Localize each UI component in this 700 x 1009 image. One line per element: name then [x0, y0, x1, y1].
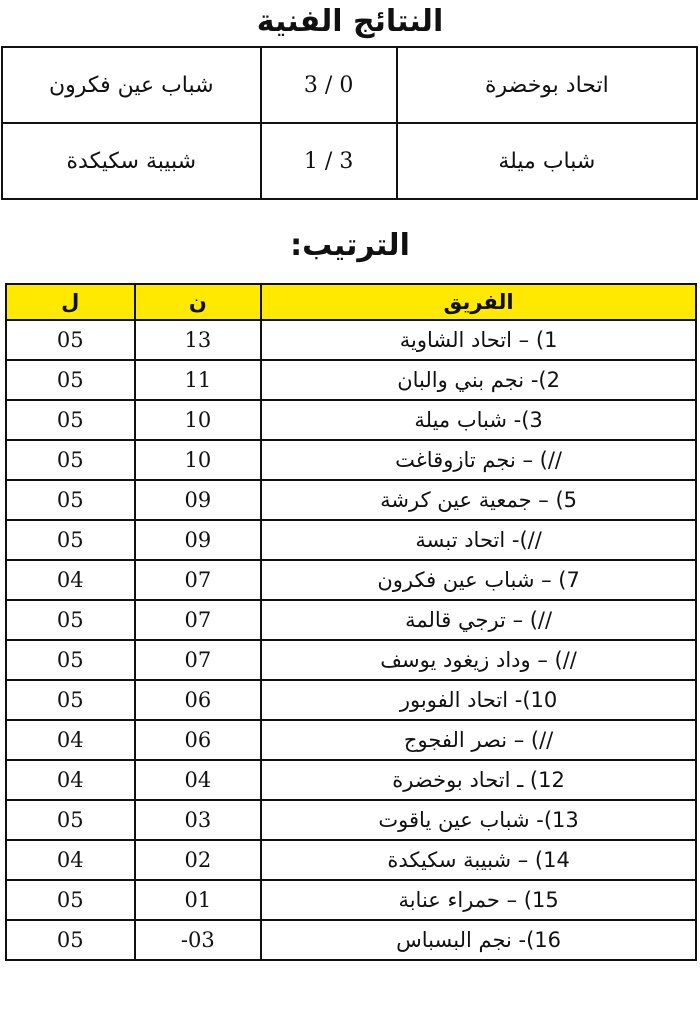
cell-team: 3)- شباب ميلة	[261, 400, 696, 440]
cell-team: 5) – جمعية عين كرشة	[261, 480, 696, 520]
cell-played: 05	[6, 680, 135, 720]
cell-team: //)- اتحاد تبسة	[261, 520, 696, 560]
cell-played: 05	[6, 520, 135, 560]
table-row	[6, 840, 696, 880]
table-row	[6, 480, 696, 520]
results-body	[2, 47, 697, 199]
cell-played: 05	[6, 600, 135, 640]
cell-team: 2)- نجم بني والبان	[261, 360, 696, 400]
cell-played: 05	[6, 360, 135, 400]
table-row	[6, 360, 696, 400]
cell-points: 01	[135, 880, 262, 920]
table-row	[6, 800, 696, 840]
cell-team: 7) – شباب عين فكرون	[261, 560, 696, 600]
cell-team: 13)- شباب عين ياقوت	[261, 800, 696, 840]
table-row	[6, 640, 696, 680]
header-played: ل	[6, 284, 135, 320]
header-team: الفريق	[261, 284, 696, 320]
cell-played: 05	[6, 800, 135, 840]
table-row	[6, 320, 696, 360]
cell-team: 1) – اتحاد الشاوية	[261, 320, 696, 360]
table-row	[6, 920, 696, 960]
cell-points: 09	[135, 520, 262, 560]
cell-points: -03	[135, 920, 262, 960]
table-row	[6, 560, 696, 600]
table-row	[6, 520, 696, 560]
result-away-team: شباب عين فكرون	[2, 47, 261, 123]
cell-points: 13	[135, 320, 262, 360]
cell-played: 04	[6, 720, 135, 760]
cell-team: //) – وداد زيغود يوسف	[261, 640, 696, 680]
cell-team: 16)- نجم البسباس	[261, 920, 696, 960]
cell-played: 04	[6, 840, 135, 880]
cell-points: 07	[135, 640, 262, 680]
result-score: 1 / 3	[261, 123, 397, 199]
ranking-header	[6, 284, 696, 320]
cell-team: 14) – شبيبة سكيكدة	[261, 840, 696, 880]
result-row	[2, 47, 697, 123]
table-row	[6, 400, 696, 440]
ranking-title: الترتيب:	[290, 228, 410, 263]
result-score: 3 / 0	[261, 47, 397, 123]
cell-played: 05	[6, 880, 135, 920]
cell-points: 03	[135, 800, 262, 840]
table-row	[6, 880, 696, 920]
cell-points: 02	[135, 840, 262, 880]
result-home-team: اتحاد بوخضرة	[397, 47, 697, 123]
cell-team: //) – ترجي قالمة	[261, 600, 696, 640]
cell-played: 04	[6, 560, 135, 600]
cell-points: 10	[135, 440, 262, 480]
cell-team: 15) – حمراء عنابة	[261, 880, 696, 920]
cell-team: 12) ـ اتحاد بوخضرة	[261, 760, 696, 800]
cell-team: //) – نجم تازوقاغت	[261, 440, 696, 480]
cell-points: 04	[135, 760, 262, 800]
cell-played: 05	[6, 440, 135, 480]
results-table	[1, 46, 698, 200]
cell-played: 05	[6, 480, 135, 520]
results-title: النتائج الفنية	[256, 4, 444, 39]
table-row	[6, 440, 696, 480]
cell-played: 05	[6, 400, 135, 440]
cell-points: 07	[135, 600, 262, 640]
cell-played: 05	[6, 640, 135, 680]
result-row	[2, 123, 697, 199]
cell-played: 04	[6, 760, 135, 800]
cell-points: 06	[135, 720, 262, 760]
cell-played: 05	[6, 920, 135, 960]
cell-team: 10)- اتحاد الفوبور	[261, 680, 696, 720]
cell-team: //) – نصر الفجوج	[261, 720, 696, 760]
ranking-body	[6, 320, 696, 960]
cell-played: 05	[6, 320, 135, 360]
ranking-table	[5, 283, 697, 961]
table-row	[6, 720, 696, 760]
cell-points: 06	[135, 680, 262, 720]
table-row	[6, 600, 696, 640]
ranking-header-row	[6, 284, 696, 320]
cell-points: 10	[135, 400, 262, 440]
result-away-team: شبيبة سكيكدة	[2, 123, 261, 199]
result-home-team: شباب ميلة	[397, 123, 697, 199]
cell-points: 09	[135, 480, 262, 520]
table-row	[6, 760, 696, 800]
header-points: ن	[135, 284, 262, 320]
cell-points: 07	[135, 560, 262, 600]
cell-points: 11	[135, 360, 262, 400]
table-row	[6, 680, 696, 720]
